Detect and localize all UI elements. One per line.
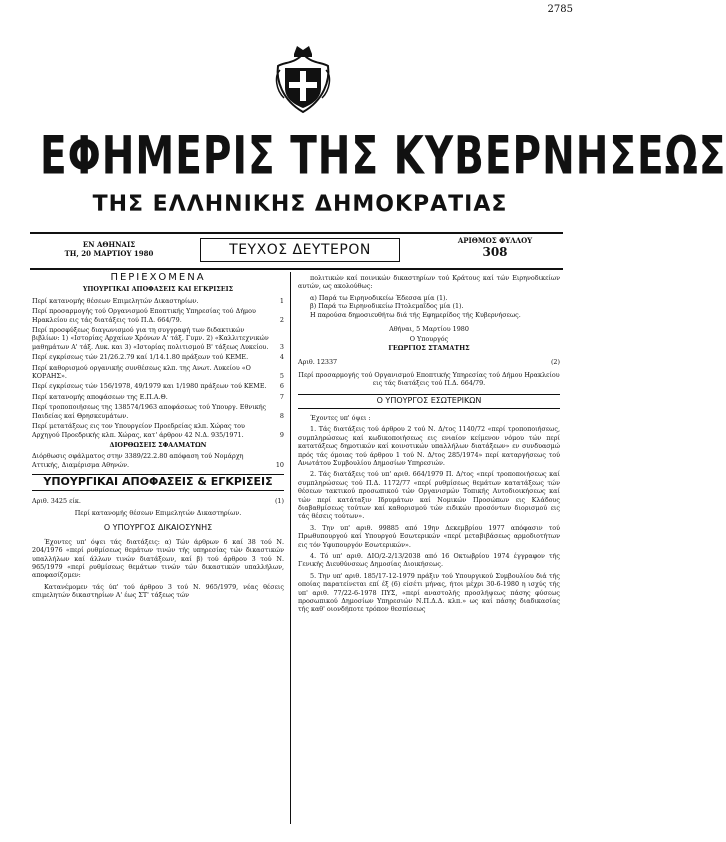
- column-divider: [290, 272, 291, 824]
- coat-of-arms-icon: [272, 40, 334, 116]
- minister-heading: Ο ΥΠΟΥΡΓΟΣ ΔΙΚΑΙΟΣΥΝΗΣ: [103, 523, 213, 533]
- publish-note: Η παρούσα δημοσιευθήτω διά τής Εφημερίδος τής Κυβερνήσεως.: [310, 310, 521, 319]
- body-paragraph: 1. Τάς διατάξεις τού άρθρου 2 τού Ν. Δ/τος 1140/72 «περί τροποποιήσεως, συμπληρώσεως καί κωδικοποιήσεως εις ενιαίον κείμενον νόμου τών περί κατατάξεως δημοτικών καί κοινοτικών υπαλλήλων διατάξεων» εν συνδυασμώ πρός τάς όμοιας τού άρθρου 1 τού Ν. Δ/τος 285/1974» περί καταργήσεως τού Ανωτάτου Συμβουλίου Δημοσίων Υπηρεσιών.: [298, 425, 560, 467]
- issue-place: ΕΝ ΑΘΗΝΑΙΣ: [82, 240, 136, 249]
- signature-role: Ο Υπουργός: [409, 335, 449, 344]
- body-paragraph: 5. Την υπ' αριθ. 185/17-12-1979 πράξιν τού Υπουργικού Συμβουλίου διά τής οποίας παρατείνεται επί έξ (6) είσέτι μήνας, ήτοι μέχρι 30-6-1980 η ισχύς τής υπ' αριθ. 77/22-6-1978 ΠΥΣ, «περί αναστολής προσλήψεως πάσης φύσεως προσωπικού Δημοσίων Υπηρεσιών Ν.Π.Δ.Δ. κλπ.» ως καί πάσης διαδικασίας τής καθ' οιονδήποτε τρόπον θεσπίσεως: [298, 571, 560, 614]
- left-column: [32, 274, 284, 603]
- considering-line: Έχοντες υπ' όψει :: [310, 413, 371, 422]
- toc-correction-item: Διόρθωσις σφάλματος στην 3389/22.2.80 απόφαση τού Νομάρχη Αττικής, Διαμέρισμα Αθηνών. 10: [32, 452, 284, 469]
- issue-volume: ΤΕΥΧΟΣ ΔΕΥΤΕΡΟΝ: [200, 238, 400, 262]
- body-paragraph: 3. Την υπ' αριθ. 99885 από 19ην Δεκεμβρίου 1977 απόφασιν τού Πρωθυπουργού καί Υπουργού Εσωτερικών «περί μεταβιβάσεως αρμοδιοτήτων εις τόν Υφυπουργόν Εσωτερικών».: [298, 523, 560, 549]
- toc-item: Περί τροποποιήσεως της 138574/1963 αποφάσεως τού Υπουργ. Εθνικής Παιδείας καί Θρησκευμάτων. 8: [32, 403, 284, 420]
- signature-place-date: Αθήναι, 5 Μαρτίου 1980: [389, 325, 469, 334]
- page-number: 2785: [547, 4, 573, 15]
- toc-item: Περί μετατάξεως εις τον Υπουργείον Προεδρείας κλπ. Χώρας του Αρχηγού Προεδρικής κλπ. Χώρας, κατ' άρθρον 42 Ν.Δ. 935/1971. 9: [32, 422, 284, 439]
- minister-heading: Ο ΥΠΟΥΡΓΟΣ ΕΣΩΤΕΡΙΚΩΝ: [298, 394, 560, 408]
- decision-number: Αριθ. 12337: [298, 358, 338, 367]
- toc-item: Περί εγκρίσεως τών 156/1978, 49/1979 και 1/1980 πράξεων τού ΚΕΜΕ. 6: [32, 382, 284, 391]
- toc-item: Περί προσαρμογής τού Οργανισμού Εποπτικής Υπηρεσίας τού Δήμου Ηρακλείου εις τάς διατάξεις τού Π.Δ. 664/79. 2: [32, 307, 284, 324]
- header-divider-bottom: [30, 268, 563, 270]
- decision-number: Αριθ. 3425 είκ.: [32, 496, 81, 505]
- body-paragraph: Κατανέμομεν τάς ύπ' τού άρθρου 3 τού Ν. 965/1979, νέας θέσεις επιμελητών δικαστηρίων Α' έως ΣΤ' τάξεως τών: [32, 582, 284, 600]
- body-paragraph: πολιτικών καί ποινικών δικαστηρίων τού Κράτους καί τών Ειρηνοδικείων αυτών, ως ακολούθως:: [298, 274, 560, 291]
- section-title-decisions: ΥΠΟΥΡΓΙΚΑΙ ΑΠΟΦΑΣΕΙΣ & ΕΓΚΡΙΣΕΙΣ: [32, 474, 284, 490]
- contents-section-decisions: ΥΠΟΥΡΓΙΚΑΙ ΑΠΟΦΑΣΕΙΣ ΚΑΙ ΕΓΚΡΙΣΕΙΣ: [82, 285, 234, 294]
- issue-date: ΤΗ, 20 ΜΑΡΤΙΟΥ 1980: [64, 249, 154, 258]
- decision-number-row: [32, 497, 284, 505]
- decision-number-row: [298, 358, 560, 366]
- masthead-title: ΕΦΗΜΕΡΙΣ ΤΗΣ ΚΥΒΕΡΝΗΣΕΩΣ: [40, 126, 726, 187]
- body-paragraph: 2. Τάς διατάξεις τού υπ' αριθ. 664/1979 Π. Δ/τος «περί τροποποιήσεως καί συμπληρώσεως τού Π.Δ. 1172/77 «περί ρυθμίσεως θεμάτων κατατάξεως τών θέσεων τακτικού προσωπικού τών Οργανισμών Τοπικής Αυτοδιοικήσεως καί τών περί κατάταξιν Ιδρυμάτων καί Νομικών Προσώπων εις Κλάδους διαβαθμίσεως τούτων καί καθορισμού τών ειδικών προσόντων διορισμού εις τάς θέσεις τούτων».: [298, 470, 560, 521]
- issue-place-date: [44, 240, 174, 258]
- body-paragraph: 4. Τό υπ' αριθ. ΔΙΟ/2-2/13/2038 από 16 Οκτωβρίου 1974 έγγραφον τής Γενικής Διευθύνσεως Δημοσίας Διοικήσεως.: [298, 551, 560, 569]
- signature-name: ΓΕΩΡΓΙΟΣ ΣΤΑΜΑΤΗΣ: [388, 343, 470, 352]
- toc-item: Περί καθορισμού οργανικής συνθέσεως κλπ. της Ανωτ. Λυκείου «Ο ΚΟΡΑΗΣ». 5: [32, 363, 284, 381]
- decision-title: Περί κατανομής θέσεων Επιμελητών Δικαστηρίων.: [74, 508, 242, 517]
- decision-index: (1): [274, 496, 284, 505]
- decision-index: (2): [550, 358, 560, 367]
- contents-section-corrections: ΔΙΟΡΘΩΣΕΙΣ ΣΦΑΛΜΑΤΩΝ: [109, 440, 207, 449]
- sheet-number-block: [430, 236, 560, 257]
- sheet-number-label: ΑΡΙΘΜΟΣ ΦΥΛΛΟΥ: [457, 236, 533, 245]
- list-item: α) Παρά τω Ειρηνοδικείω Έδεσσα μία (1).: [310, 293, 448, 302]
- contents-title: ΠΕΡΙΕΧΟΜΕΝΑ: [110, 272, 206, 283]
- decision-title: Περί προσαρμογής τού Οργανισμού Εποπτικής Υπηρεσίας τού Δήμου Ηρακλείου εις τάς διατάξεις τού Π.Δ. 664/79.: [298, 370, 560, 388]
- toc-item: Περί προσφύξεως διαγωνισμού για τη συγγραφή των διδακτικών βιβλίων: 1) «Ιστορίας Αρχαίων Χρόνων Α' τάξ. Γυμν. 2) «Καλλιτεχνικών μαθημάτων Α' τάξ. Λυκ. και 3) «Ιστορίας πολιτισμού Β' τάξεως Λυκείου. 3: [32, 326, 284, 351]
- header-divider-top: [30, 232, 563, 234]
- toc-item: Περί εγκρίσεως τών 21/26.2.79 καί 1/14.1.80 πράξεων τού ΚΕΜΕ. 4: [32, 353, 284, 362]
- sheet-number: 308: [482, 245, 508, 259]
- body-paragraph: Έχοντες υπ' όψει τάς διατάξεις: α) Τών άρθρων 6 καί 38 τού Ν. 204/1976 «περί ρυθμίσεως θεμάτων τινών τής υπηρεσίας τών δικαστικών υπαλλήλων καί άλλων τινών διατάξεων, καί β) τού άρθρου 3 τού Ν. 965/1979 «περί ρυθμίσεως θεμάτων τινών τών δικαστικών υπαλλήλων, αποφασίζομεν:: [32, 537, 284, 580]
- toc-item: Περί κατανομής αποφάσεων της Ε.Π.Α.Θ. 7: [32, 392, 284, 401]
- toc-item: Περί κατανομής θέσεων Επιμελητών Δικαστηρίων. 1: [32, 296, 284, 305]
- list-item: β) Παρά τω Ειρηνοδικείω Πτολεμαΐδος μία (1).: [310, 302, 464, 311]
- masthead-subtitle: ΤΗΣ ΕΛΛΗΝΙΚΗΣ ΔΗΜΟΚΡΑΤΙΑΣ: [92, 192, 508, 217]
- right-column: [298, 274, 560, 617]
